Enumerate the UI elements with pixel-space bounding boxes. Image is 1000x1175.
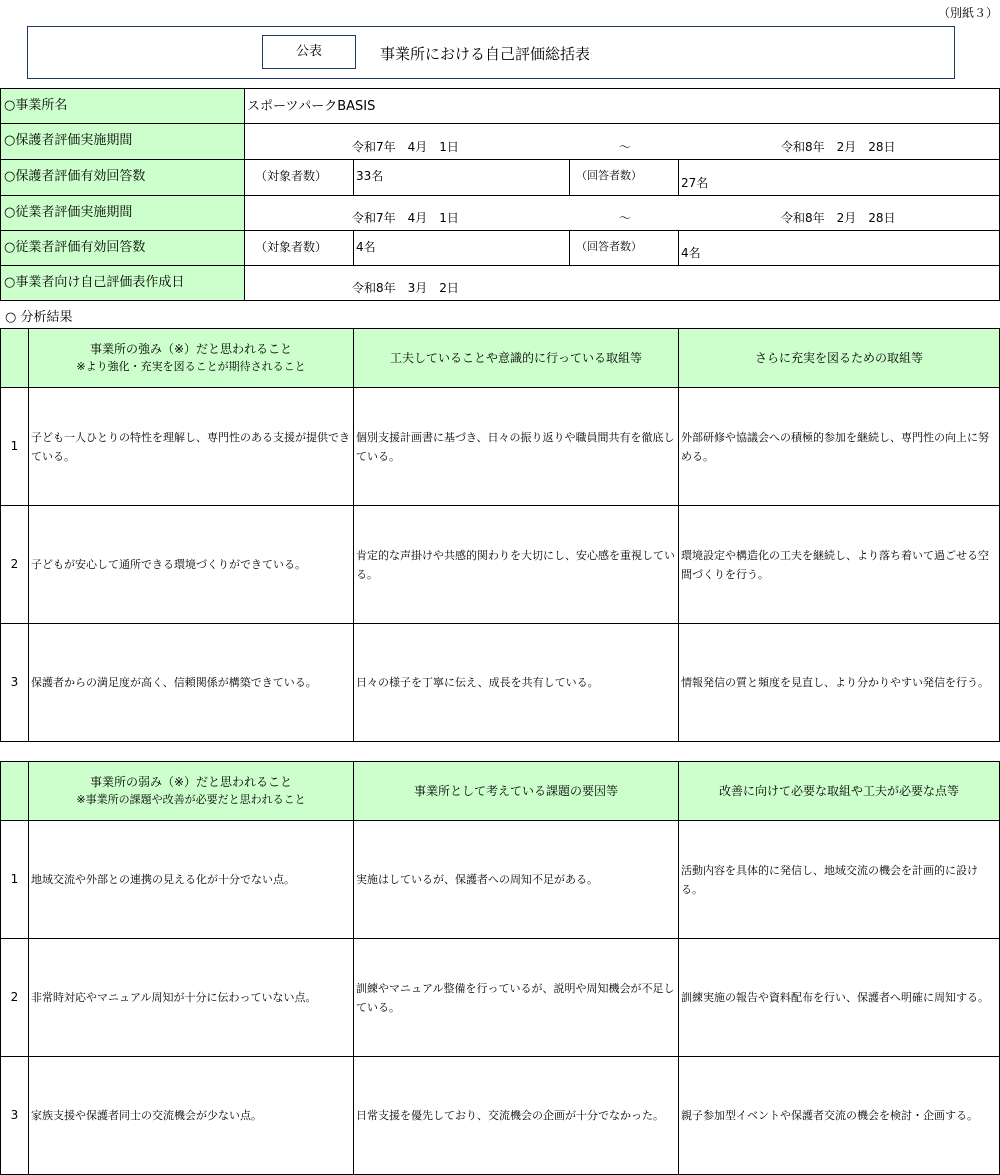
- staff-count-label: ○従業者評価有効回答数: [1, 231, 245, 266]
- table-row: [1, 821, 1000, 939]
- cause-text: 日常支援を優先しており、交流機会の企画が十分でなかった。: [354, 1057, 679, 1175]
- guardian-respondents: 27名: [679, 160, 1000, 196]
- guardian-target-label: （対象者数）: [245, 160, 354, 196]
- cause-text: 訓練やマニュアル整備を行っているが、説明や周知機会が不足している。: [354, 939, 679, 1057]
- strengths-header-col1: [29, 329, 354, 388]
- table-row: [1, 388, 1000, 506]
- guardian-period-end: 令和8年 2月 28日: [781, 140, 896, 154]
- public-label: 公表: [262, 35, 356, 69]
- table-row: [1, 939, 1000, 1057]
- facility-name-label: ○事業所名: [1, 89, 245, 124]
- strengths-table: [0, 328, 1000, 742]
- staff-period-sep: ～: [619, 211, 632, 225]
- created-date-row: [1, 266, 1000, 301]
- staff-count-row: [1, 231, 1000, 266]
- weakness-text: 非常時対応やマニュアル周知が十分に伝わっていない点。: [29, 939, 354, 1057]
- cause-text: 実施はしているが、保護者への周知不足がある。: [354, 821, 679, 939]
- next-step-text: 環境設定や構造化の工夫を継続し、より落ち着いて過ごせる空間づくりを行う。: [679, 506, 1000, 624]
- page-title: 事業所における自己評価総括表: [380, 45, 591, 63]
- effort-text: 個別支援計画書に基づき、日々の振り返りや職員間共有を徹底している。: [354, 388, 679, 506]
- info-table: [0, 88, 1000, 301]
- row-number: 3: [1, 1057, 29, 1175]
- strengths-header-row: [1, 329, 1000, 388]
- guardian-count-label: ○保護者評価有効回答数: [1, 160, 245, 196]
- improvement-text: 訓練実施の報告や資料配布を行い、保護者へ明確に周知する。: [679, 939, 1000, 1057]
- strengths-header-col3: さらに充実を図るための取組等: [679, 329, 1000, 388]
- guardian-period: [245, 124, 1000, 160]
- weaknesses-header-col2: 事業所として考えている課題の要因等: [354, 762, 679, 821]
- guardian-period-sep: ～: [619, 140, 632, 154]
- created-date: 令和8年 3月 2日: [352, 281, 459, 295]
- table-row: [1, 506, 1000, 624]
- guardian-period-row: [1, 124, 1000, 160]
- strength-text: 子どもが安心して通所できる環境づくりができている。: [29, 506, 354, 624]
- staff-period-label: ○従業者評価実施期間: [1, 196, 245, 231]
- facility-name: スポーツパークBASIS: [245, 89, 1000, 124]
- attachment-label: （別紙３）: [938, 6, 999, 20]
- strengths-header-col2: 工夫していることや意識的に行っている取組等: [354, 329, 679, 388]
- guardian-respondent-label: （回答者数）: [570, 160, 679, 196]
- facility-name-row: [1, 89, 1000, 124]
- improvement-text: 親子参加型イベントや保護者交流の機会を検討・企画する。: [679, 1057, 1000, 1175]
- weaknesses-header-num: [1, 762, 29, 821]
- created-date-cell: [245, 266, 1000, 301]
- improvement-text: 活動内容を具体的に発信し、地域交流の機会を計画的に設ける。: [679, 821, 1000, 939]
- staff-period-row: [1, 196, 1000, 231]
- staff-target-label: （対象者数）: [245, 231, 354, 266]
- created-label: ○事業者向け自己評価表作成日: [1, 266, 245, 301]
- staff-period-start: 令和7年 4月 1日: [352, 211, 459, 225]
- guardian-target: 33名: [354, 160, 570, 196]
- staff-respondents: 4名: [679, 231, 1000, 266]
- effort-text: 肯定的な声掛けや共感的関わりを大切にし、安心感を重視している。: [354, 506, 679, 624]
- strength-text: 保護者からの満足度が高く、信頼関係が構築できている。: [29, 624, 354, 742]
- guardian-period-label: ○保護者評価実施期間: [1, 124, 245, 160]
- staff-respondent-label: （回答者数）: [570, 231, 679, 266]
- weakness-text: 家族支援や保護者同士の交流機会が少ない点。: [29, 1057, 354, 1175]
- guardian-period-start: 令和7年 4月 1日: [352, 140, 459, 154]
- weakness-text: 地域交流や外部との連携の見える化が十分でない点。: [29, 821, 354, 939]
- staff-period: [245, 196, 1000, 231]
- table-row: [1, 1057, 1000, 1175]
- weaknesses-header-col3: 改善に向けて必要な取組や工夫が必要な点等: [679, 762, 1000, 821]
- strength-text: 子ども一人ひとりの特性を理解し、専門性のある支援が提供できている。: [29, 388, 354, 506]
- weaknesses-header-col1: [29, 762, 354, 821]
- title-box: [27, 26, 955, 79]
- weaknesses-header-row: [1, 762, 1000, 821]
- next-step-text: 外部研修や協議会への積極的参加を継続し、専門性の向上に努める。: [679, 388, 1000, 506]
- row-number: 2: [1, 506, 29, 624]
- row-number: 1: [1, 388, 29, 506]
- strengths-header-col1-line2: ※より強化・充実を図ることが期待されること: [76, 360, 306, 373]
- weaknesses-header-col1-line1: 事業所の弱み（※）だと思われること: [89, 775, 293, 789]
- staff-period-end: 令和8年 2月 28日: [781, 211, 896, 225]
- effort-text: 日々の様子を丁寧に伝え、成長を共有している。: [354, 624, 679, 742]
- weaknesses-table: [0, 761, 1000, 1175]
- row-number: 2: [1, 939, 29, 1057]
- weaknesses-header-col1-line2: ※事業所の課題や改善が必要だと思われること: [76, 793, 306, 806]
- staff-target: 4名: [354, 231, 570, 266]
- row-number: 1: [1, 821, 29, 939]
- next-step-text: 情報発信の質と頻度を見直し、より分かりやすい発信を行う。: [679, 624, 1000, 742]
- guardian-count-row: [1, 160, 1000, 196]
- row-number: 3: [1, 624, 29, 742]
- analysis-title: ○ 分析結果: [5, 310, 73, 325]
- strengths-header-num: [1, 329, 29, 388]
- strengths-header-col1-line1: 事業所の強み（※）だと思われること: [89, 342, 293, 356]
- table-row: [1, 624, 1000, 742]
